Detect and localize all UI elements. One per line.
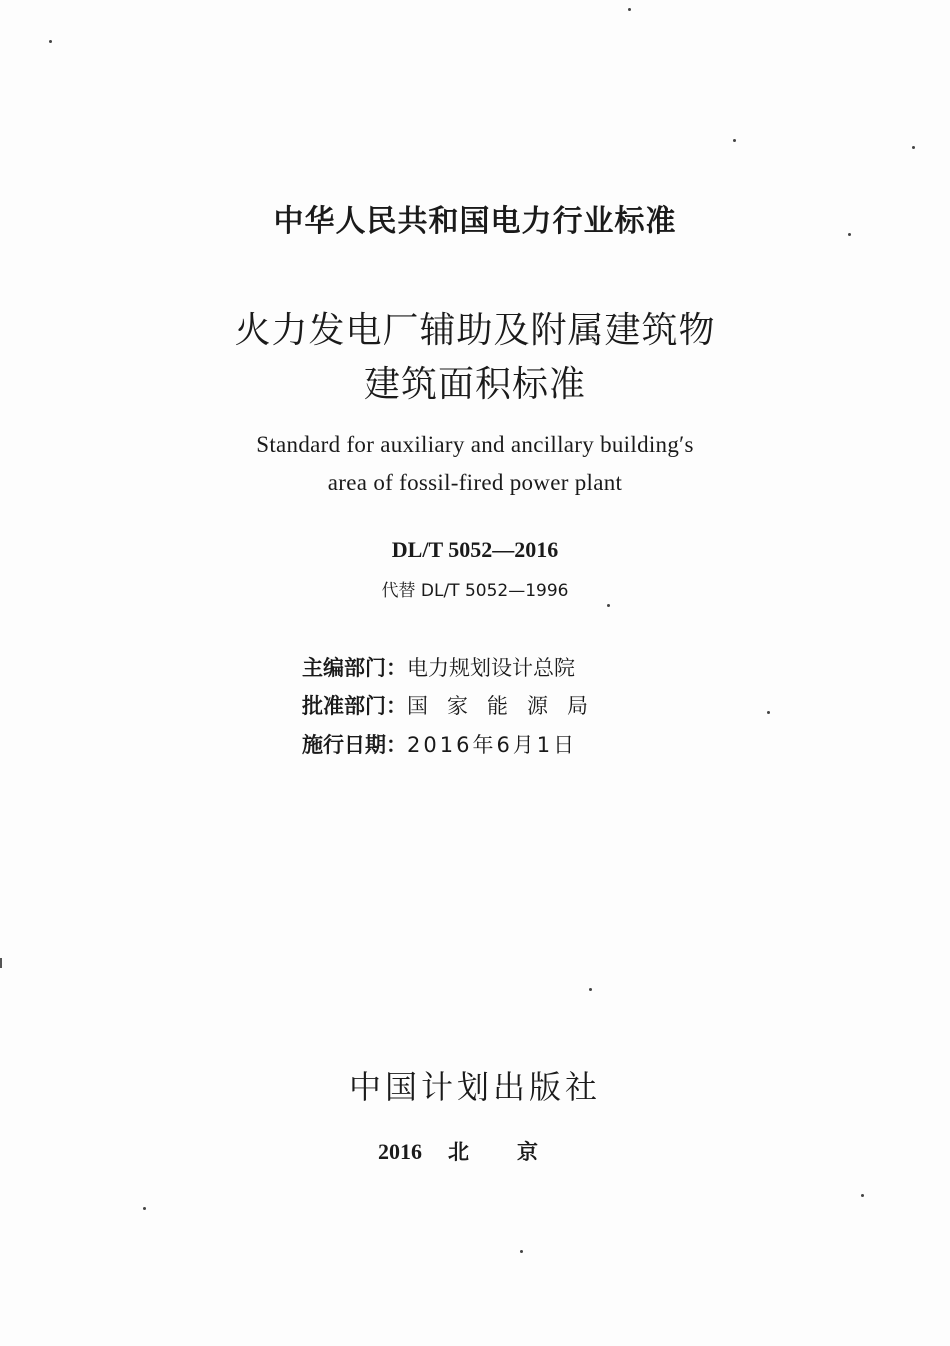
title-cn-line1: 火力发电厂辅助及附属建筑物 <box>234 310 716 351</box>
industry-standard-heading: 中华人民共和国电力行业标准 <box>273 204 677 239</box>
publication-city: 北京 <box>448 1140 586 1164</box>
scan-speck <box>767 711 770 714</box>
info-row-effective-date <box>302 729 577 759</box>
publication-place <box>378 1136 586 1166</box>
scan-speck <box>520 1250 523 1253</box>
scan-speck <box>143 1207 146 1210</box>
scan-speck <box>589 988 592 991</box>
title-en-line1: Standard for auxiliary and ancillary building′s <box>256 432 694 457</box>
info-value: 国家能源局 <box>407 694 607 718</box>
title-cn-line2: 建筑面积标准 <box>363 364 586 405</box>
info-label: 施行日期： <box>302 733 407 757</box>
replaces-code: 代替 DL/T 5052—1996 <box>381 581 569 601</box>
info-value: 2016年6月1日 <box>407 733 578 757</box>
info-row-approver <box>302 690 607 720</box>
scan-speck <box>848 233 851 236</box>
standard-code: DL/T 5052—2016 <box>391 537 559 562</box>
info-label: 批准部门： <box>302 694 407 718</box>
scan-speck <box>607 604 610 607</box>
scan-speck <box>912 146 915 149</box>
scan-edge-mark <box>0 958 2 968</box>
publisher-name: 中国计划出版社 <box>348 1068 601 1106</box>
scan-speck <box>861 1194 864 1197</box>
scan-speck <box>733 139 736 142</box>
info-label: 主编部门： <box>302 656 407 680</box>
scan-speck <box>628 8 631 11</box>
info-row-editor <box>302 652 575 682</box>
publication-year: 2016 <box>378 1139 422 1164</box>
scan-speck <box>49 40 52 43</box>
info-value: 电力规划设计总院 <box>407 656 575 680</box>
title-en-line2: area of fossil-fired power plant <box>327 470 623 495</box>
